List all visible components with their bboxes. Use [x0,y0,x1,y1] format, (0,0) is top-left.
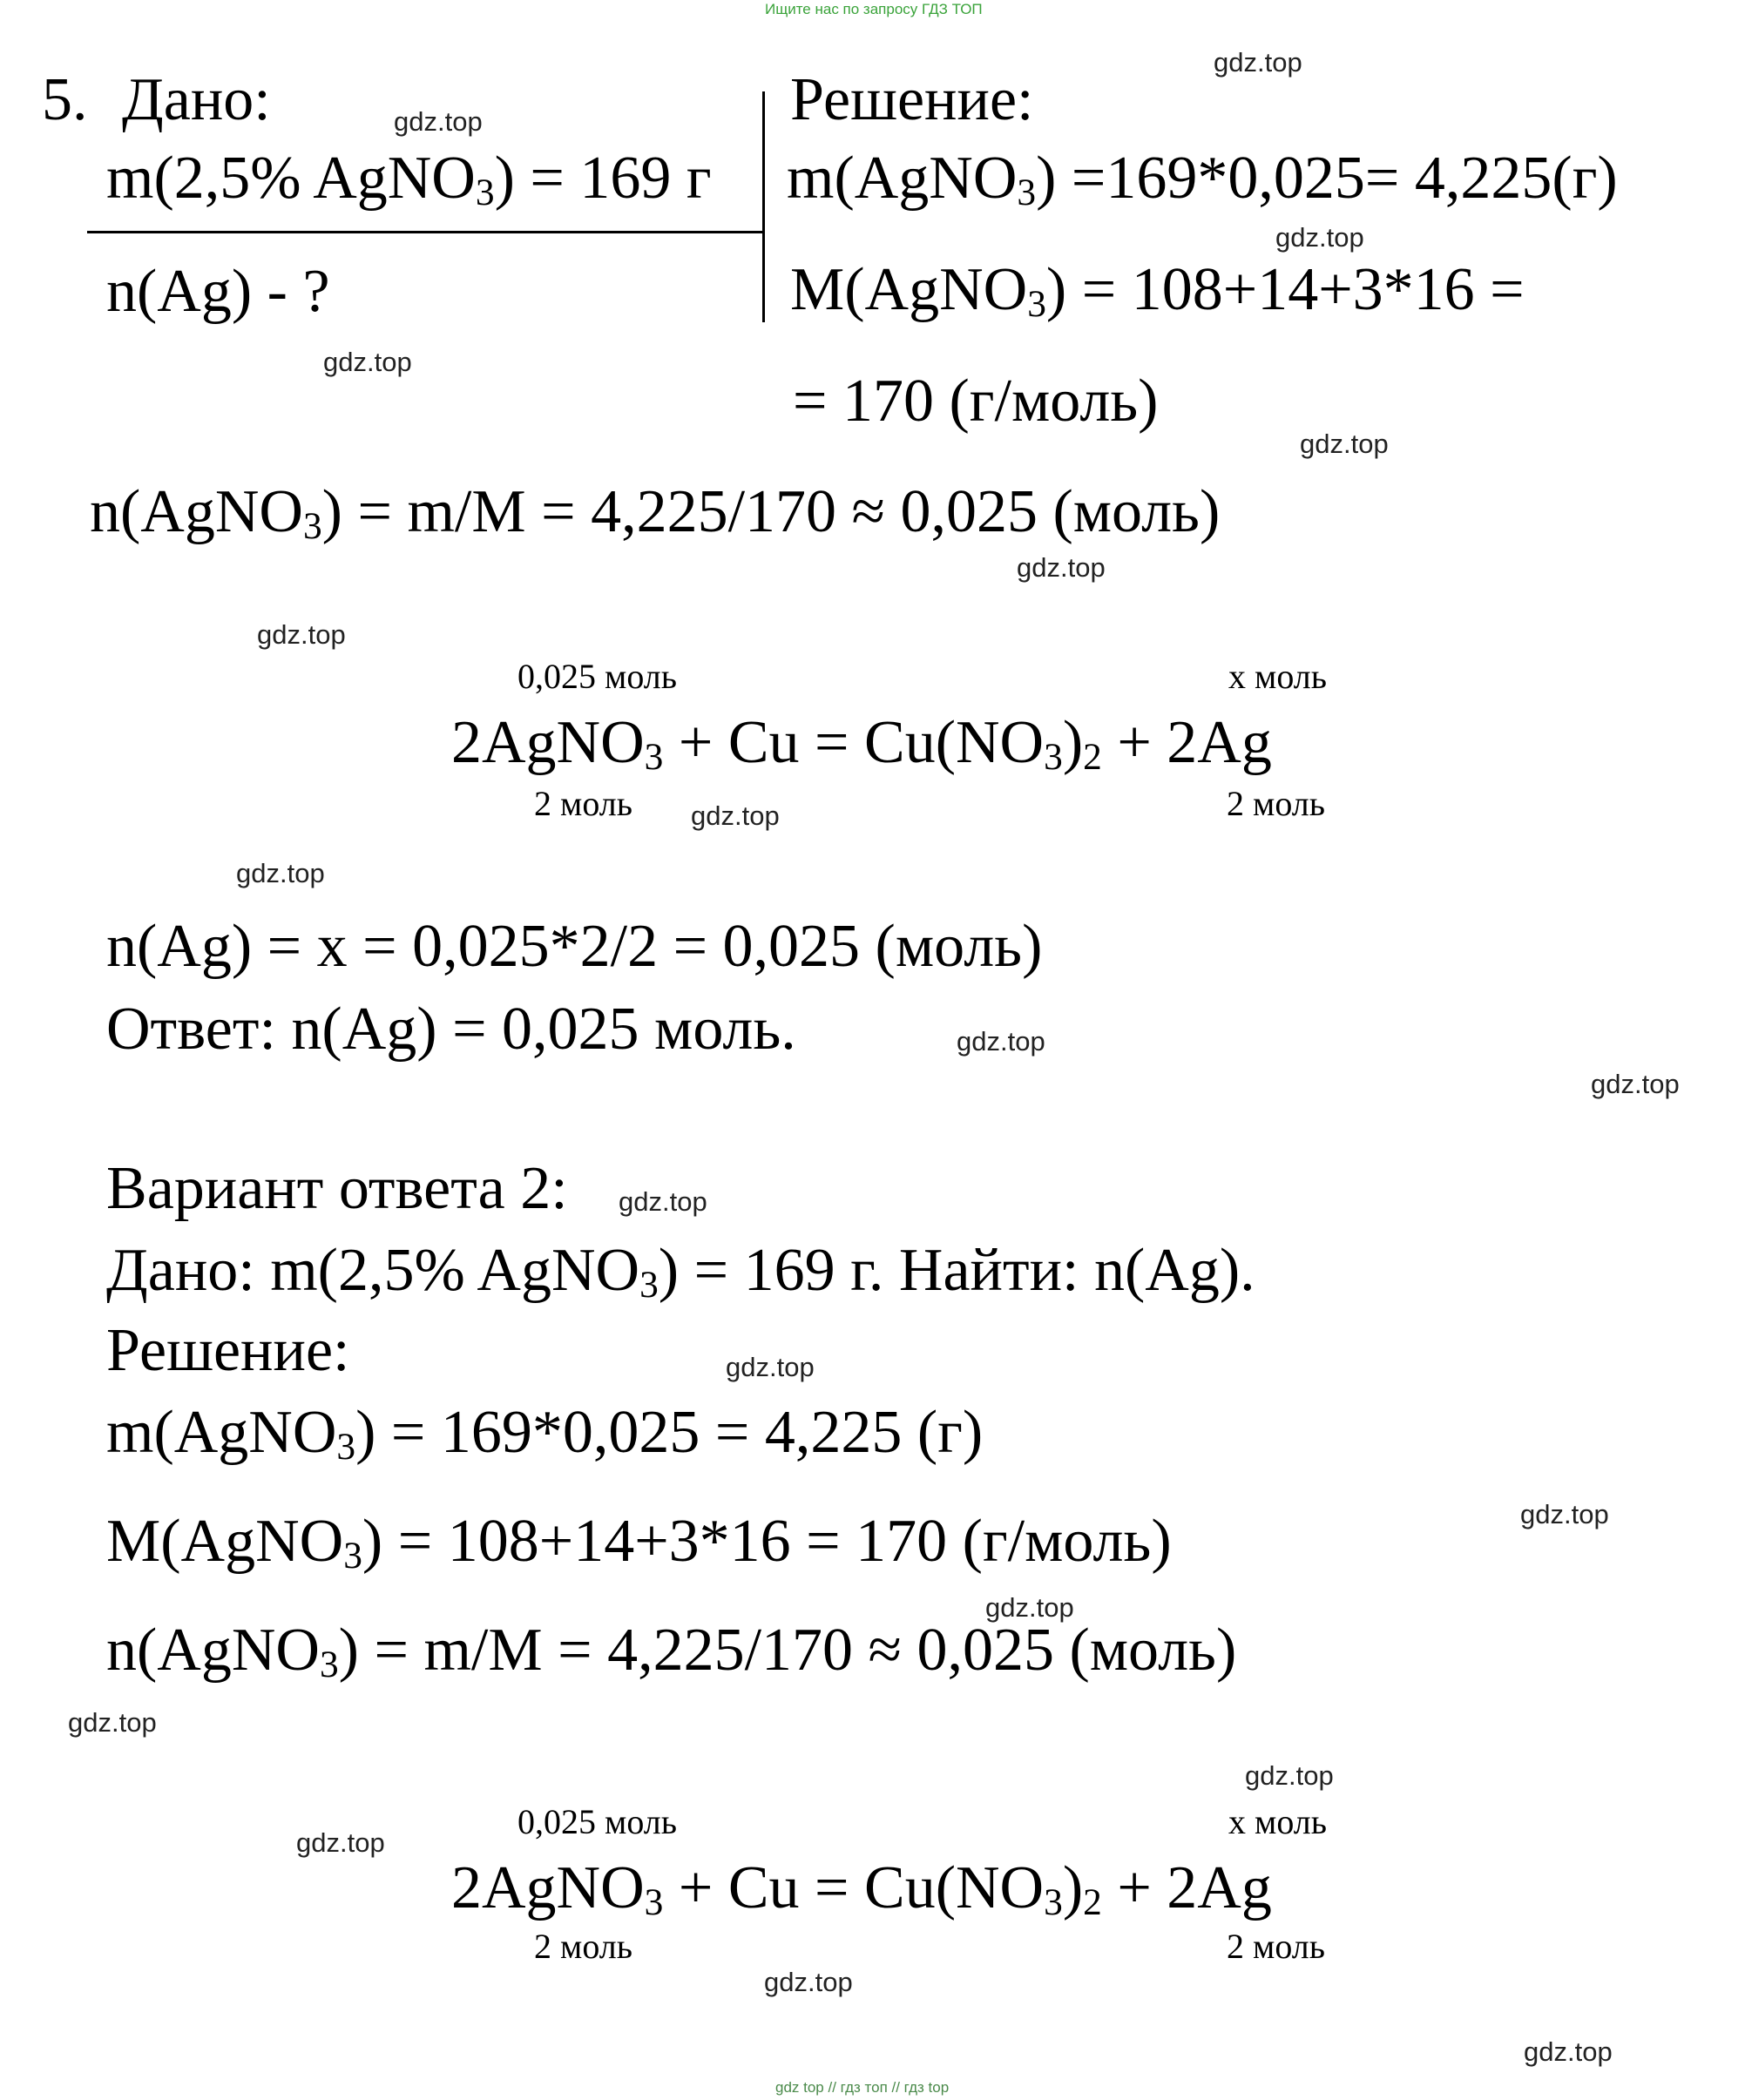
watermark: gdz.top [726,1352,815,1382]
vertical-divider [762,91,765,322]
watermark: gdz.top [1591,1069,1680,1099]
watermark: gdz.top [236,858,325,888]
variant2-given: Дано: m(2,5% AgNO$_3$) = 169 г. Найти: n(Ag). [106,1237,1255,1306]
eq1-above-left: 0,025 моль [517,657,677,696]
solution-line-moles: n(AgNO$_3$) = m/M = 4,225/170 ≈ 0,025 (моль) [90,478,1221,547]
watermark: gdz.top [691,800,780,831]
eq1-below-left: 2 моль [534,784,632,823]
given-divider [87,231,762,233]
variant2-line-molar-mass: M(AgNO$_3$) = 108+14+3*16 = 170 (г/моль) [106,1508,1172,1577]
watermark: gdz.top [1245,1760,1334,1791]
given-mass: m(2,5% AgNO$_3$) = 169 г [106,145,712,213]
watermark: gdz.top [257,619,346,650]
eq1-reaction: 2AgNO$_3$ + $Cu = Cu(NO_3)_2 + 2Ag$ [451,709,1272,778]
solution-label: Решение: [790,66,1034,133]
solution-line-mass: m(AgNO$_3$) =169*0,025= 4,225(г) [787,145,1618,213]
given-label: Дано: [122,66,271,133]
task-number: 5. [42,66,88,133]
eq2-above-left: 0,025 моль [517,1802,677,1841]
eq2-below-left: 2 моль [534,1927,632,1966]
eq1-above-right: x моль [1228,657,1327,696]
watermark: gdz.top [323,347,412,377]
watermark: gdz.top [1300,429,1389,459]
answer-line: Ответ: n(Ag) = 0,025 моль. [106,996,796,1063]
watermark: gdz.top [1520,1499,1609,1529]
watermark: gdz.top [1017,552,1106,583]
header-note: Ищите нас по запросу ГДЗ ТОП [765,1,983,17]
eq1-below-right: 2 моль [1227,784,1325,823]
watermark: gdz.top [68,1707,157,1738]
variant2-line-mass: m(AgNO$_3$) = 169*0,025 = 4,225 (г) [106,1399,984,1468]
watermark: gdz.top [957,1026,1045,1057]
watermark: gdz.top [296,1827,385,1858]
watermark: gdz.top [1214,47,1302,78]
eq2-below-right: 2 моль [1227,1927,1325,1966]
eq2-reaction: 2AgNO$_3$ + $Cu = Cu(NO_3)_2 + 2Ag$ [451,1854,1272,1923]
watermark: gdz.top [1524,2036,1613,2067]
calc-line: n(Ag) = x = 0,025*2/2 = 0,025 (моль) [106,913,1043,980]
watermark: gdz.top [764,1967,853,1997]
watermark: gdz.top [985,1592,1074,1623]
solution-line-molar-mass-result: = 170 (г/моль) [793,368,1159,435]
watermark: gdz.top [394,106,483,137]
variant2-title: Вариант ответа 2: [106,1155,568,1222]
variant2-line-moles: n(AgNO$_3$) = m/M = 4,225/170 ≈ 0,025 (моль) [106,1617,1237,1685]
watermark: gdz.top [619,1186,707,1217]
footer-note: gdz top // гдз топ // гдз top [775,2079,950,2096]
watermark: gdz.top [1275,222,1364,253]
variant2-solution-label: Решение: [106,1317,350,1384]
solution-line-molar-mass: M(AgNO$_3$) = 108+14+3*16 = [790,256,1525,325]
eq2-above-right: x моль [1228,1802,1327,1841]
find-quantity: n(Ag) - ? [106,258,330,325]
